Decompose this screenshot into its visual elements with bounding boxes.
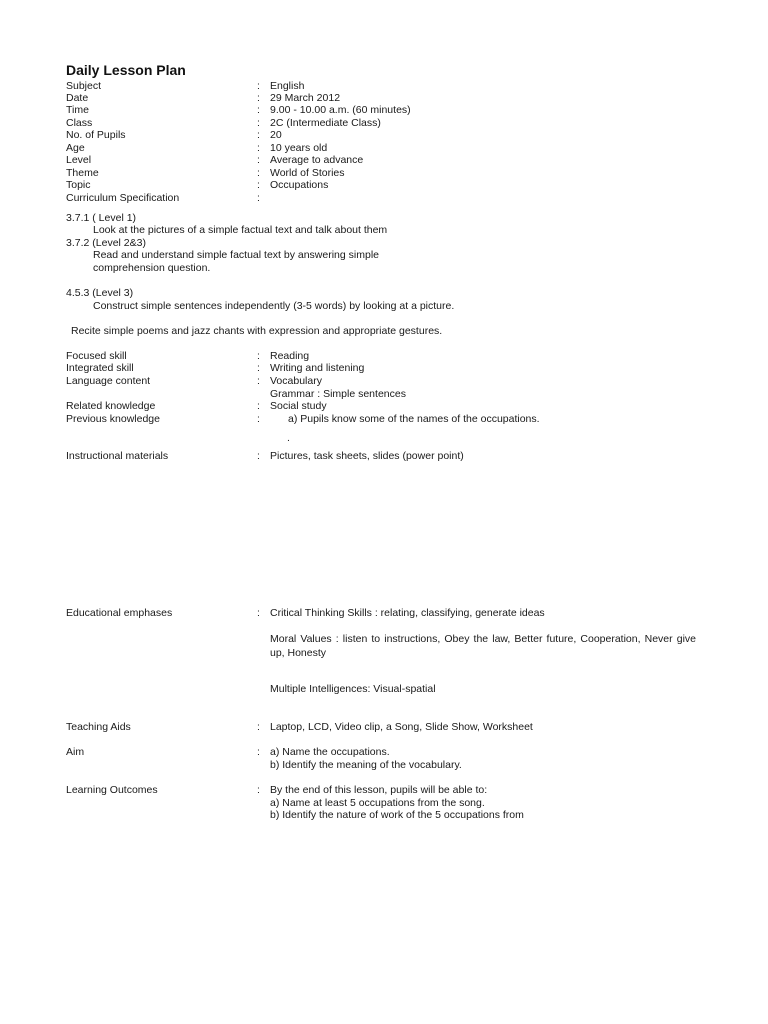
materials-value: Pictures, task sheets, slides (power point) (270, 450, 464, 462)
moral-values-value: Moral Values : listen to instructions, Obey the law, Better future, Cooperation, Never give up, Honesty (270, 633, 696, 659)
outcomes-intro: By the end of this lesson, pupils will be able to: (270, 784, 488, 796)
integrated-skill-colon: : (257, 362, 260, 374)
class-value: 2C (Intermediate Class) (270, 117, 381, 129)
materials-row (66, 450, 706, 463)
pupils-label: No. of Pupils (66, 129, 126, 141)
emphases-row (66, 607, 706, 620)
pupils-value: 20 (270, 129, 282, 141)
spec-code-1: 3.7.1 ( Level 1) (66, 212, 137, 224)
class-colon: : (257, 117, 260, 129)
subject-label: Subject (66, 80, 102, 92)
theme-value: World of Stories (270, 167, 345, 179)
date-value: 29 March 2012 (270, 92, 341, 104)
time-value: 9.00 - 10.00 a.m. (60 minutes) (270, 104, 411, 116)
previous-knowledge-dot: . (287, 432, 290, 444)
focused-skill-value: Reading (270, 350, 310, 362)
subject-value: English (270, 80, 305, 92)
aim-value-a: a) Name the occupations. (270, 746, 390, 758)
spec-code-2: 3.7.2 (Level 2&3) (66, 237, 146, 249)
related-knowledge-value: Social study (270, 400, 327, 412)
topic-colon: : (257, 179, 260, 191)
age-colon: : (257, 142, 260, 154)
language-content-label: Language content (66, 375, 151, 387)
subject-colon: : (257, 80, 260, 92)
page-title: Daily Lesson Plan (66, 62, 186, 78)
teaching-aids-row (66, 721, 706, 734)
spec-text-1: Look at the pictures of a simple factual text and talk about them (93, 224, 388, 236)
topic-value: Occupations (270, 179, 329, 191)
aim-row (66, 746, 706, 759)
materials-label: Instructional materials (66, 450, 169, 462)
level-value: Average to advance (270, 154, 364, 166)
theme-colon: : (257, 167, 260, 179)
emphases-label: Educational emphases (66, 607, 173, 619)
aim-value-b: b) Identify the meaning of the vocabulary. (270, 759, 462, 771)
curriculum-row (66, 192, 706, 205)
outcomes-b: b) Identify the nature of work of the 5 occupations from (270, 809, 524, 821)
teaching-aids-label: Teaching Aids (66, 721, 131, 733)
time-row (66, 104, 706, 117)
spec-text-3: Construct simple sentences independently (3-5 words) by looking at a picture. (93, 300, 455, 312)
spec-text-2b: comprehension question. (93, 262, 211, 274)
language-content-colon: : (257, 375, 260, 387)
outcomes-colon: : (257, 784, 260, 796)
integrated-skill-label: Integrated skill (66, 362, 134, 374)
language-content-row (66, 375, 706, 388)
outcomes-a: a) Name at least 5 occupations from the song. (270, 797, 485, 809)
time-label: Time (66, 104, 89, 116)
level-colon: : (257, 154, 260, 166)
previous-knowledge-colon: : (257, 413, 260, 425)
aim-colon: : (257, 746, 260, 758)
focused-skill-label: Focused skill (66, 350, 127, 362)
previous-knowledge-row (66, 413, 706, 426)
critical-thinking-value: Critical Thinking Skills : relating, classifying, generate ideas (270, 607, 545, 619)
topic-label: Topic (66, 179, 91, 191)
spec-text-2a: Read and understand simple factual text by answering simple (93, 249, 379, 261)
aim-label: Aim (66, 746, 85, 758)
emphases-colon: : (257, 607, 260, 619)
pupils-colon: : (257, 129, 260, 141)
teaching-aids-value: Laptop, LCD, Video clip, a Song, Slide Show, Worksheet (270, 721, 533, 733)
outcomes-label: Learning Outcomes (66, 784, 158, 796)
age-label: Age (66, 142, 85, 154)
date-colon: : (257, 92, 260, 104)
language-content-grammar: Grammar : Simple sentences (270, 388, 406, 400)
multiple-intelligences-value: Multiple Intelligences: Visual-spatial (270, 683, 436, 695)
language-content-value: Vocabulary (270, 375, 322, 387)
curriculum-colon: : (257, 192, 260, 204)
level-row (66, 154, 706, 167)
date-label: Date (66, 92, 89, 104)
focused-skill-colon: : (257, 350, 260, 362)
theme-label: Theme (66, 167, 99, 179)
teaching-aids-colon: : (257, 721, 260, 733)
related-knowledge-colon: : (257, 400, 260, 412)
related-knowledge-label: Related knowledge (66, 400, 156, 412)
topic-row (66, 179, 706, 192)
outcomes-row (66, 784, 706, 797)
time-colon: : (257, 104, 260, 116)
previous-knowledge-label: Previous knowledge (66, 413, 160, 425)
related-knowledge-row (66, 400, 706, 413)
level-label: Level (66, 154, 92, 166)
integrated-skill-value: Writing and listening (270, 362, 365, 374)
integrated-skill-row (66, 362, 706, 375)
pupils-row (66, 129, 706, 142)
class-label: Class (66, 117, 93, 129)
spec-text-4: Recite simple poems and jazz chants with expression and appropriate gestures. (71, 325, 443, 337)
age-value: 10 years old (270, 142, 328, 154)
curriculum-label: Curriculum Specification (66, 192, 180, 204)
previous-knowledge-value: a) Pupils know some of the names of the occupations. (288, 413, 540, 425)
spec-code-3: 4.5.3 (Level 3) (66, 287, 134, 299)
materials-colon: : (257, 450, 260, 462)
